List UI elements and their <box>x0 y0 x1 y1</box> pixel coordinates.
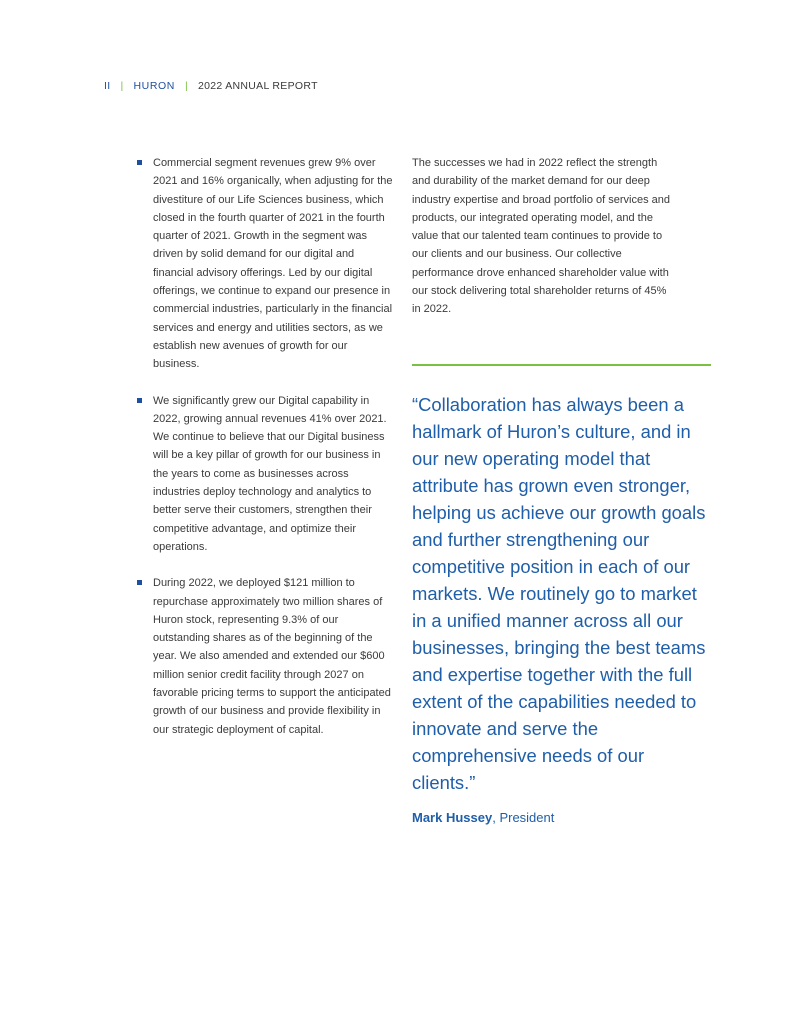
bullet-item <box>134 392 396 557</box>
header-separator: | <box>184 80 188 92</box>
bullet-item <box>134 574 396 739</box>
square-bullet-icon <box>137 580 142 585</box>
header-separator: | <box>120 80 124 92</box>
green-divider <box>412 364 711 366</box>
square-bullet-icon <box>137 160 142 165</box>
left-column <box>134 154 396 757</box>
report-title: 2022 ANNUAL REPORT <box>198 80 318 92</box>
pull-quote: “Collaboration has always been a hallmark of Huron’s culture, and in our new operating model that attribute has grown even stronger, helping us achieve our growth goals and further strengthening our competitive position in each of our markets. We routinely go to market in a unified manner across all our businesses, bringing the best teams and expertise together with the full extent of the capabilities needed to innovate and serve the comprehensive needs of our clients.” <box>412 394 706 793</box>
bullet-item <box>134 154 396 374</box>
attribution-title: , President <box>492 810 555 825</box>
right-column <box>412 154 712 319</box>
page-header <box>104 80 318 92</box>
bullet-text: During 2022, we deployed $121 million to repurchase approximately two million shares of Huron stock, representing 9.3% of our outstanding shares as of the beginning of the year. We also amended and extended our $600 million senior credit facility through 2027 on favorable pricing terms to support the anticipated growth of our business and provide flexibility in our strategic deployment of capital. <box>153 577 391 736</box>
square-bullet-icon <box>137 398 142 403</box>
attribution-name: Mark Hussey <box>412 810 493 825</box>
bullet-text: Commercial segment revenues grew 9% over 2021 and 16% organically, when adjusting for the divestiture of our Life Sciences business, which closed in the fourth quarter of 2021 in the fourth quarter of 2021. Growth in the segment was driven by solid demand for our digital and financial advisory offerings. Led by our digital offerings, we continue to expand our presence in commercial industries, particularly in the financial services and energy and utilities sectors, as we establish new avenues of growth for our business. <box>153 157 393 371</box>
bullet-text: We significantly grew our Digital capability in 2022, growing annual revenues 41% over 2021. We continue to believe that our Digital business will be a key pillar of growth for our business in the years to come as businesses across industries deploy technology and analytics to better serve their customers, strengthen their competitive advantage, and optimize their operations. <box>153 394 387 553</box>
brand-name: HURON <box>133 80 175 92</box>
quote-attribution <box>412 810 554 825</box>
intro-paragraph: The successes we had in 2022 reflect the strength and durability of the market demand for our deep industry expertise and broad portfolio of services and products, our integrated operating model, and the value that our talented team continues to provide to our clients and our business. Our collective performance drove enhanced shareholder value with our stock delivering total shareholder returns of 45% in 2022. <box>412 157 671 316</box>
page-number: II <box>104 80 111 92</box>
